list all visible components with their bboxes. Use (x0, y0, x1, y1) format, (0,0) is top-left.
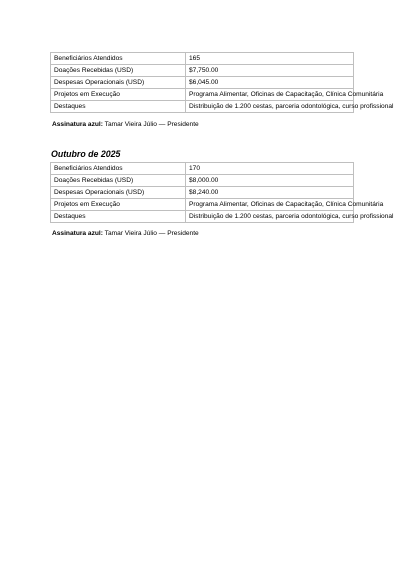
row-label: Despesas Operacionais (USD) (51, 187, 186, 199)
row-value: Programa Alimentar, Oficinas de Capacitação, Clínica Comunitária (186, 89, 354, 101)
month-heading: Outubro de 2025 (51, 149, 121, 159)
row-label: Destaques (51, 101, 186, 113)
signature-label: Assinatura azul: (52, 230, 103, 237)
row-value: $7,750.00 (186, 65, 354, 77)
row-label: Doações Recebidas (USD) (51, 175, 186, 187)
table-row (51, 89, 354, 101)
row-label: Projetos em Execução (51, 89, 186, 101)
row-value: $8,000.00 (186, 175, 354, 187)
table-row (51, 101, 354, 113)
table-row (51, 163, 354, 175)
table-row (51, 211, 354, 223)
table-row (51, 77, 354, 89)
signature-line-2 (52, 230, 199, 238)
row-value: Distribuição de 1.200 cestas, parceria odontológica, curso profissional (186, 211, 354, 223)
table-row (51, 187, 354, 199)
report-table-1 (50, 52, 394, 113)
table-row (51, 175, 354, 187)
table-row (51, 199, 354, 211)
row-label: Despesas Operacionais (USD) (51, 77, 186, 89)
table-row (51, 53, 354, 65)
row-value: Distribuição de 1.200 cestas, parceria odontológica, curso profissional (186, 101, 354, 113)
row-label: Beneficiários Atendidos (51, 163, 186, 175)
signature-label: Assinatura azul: (52, 121, 103, 128)
report-table-2 (50, 162, 394, 223)
row-label: Beneficiários Atendidos (51, 53, 186, 65)
row-value: Programa Alimentar, Oficinas de Capacitação, Clínica Comunitária (186, 199, 354, 211)
row-value: $8,240.00 (186, 187, 354, 199)
row-label: Projetos em Execução (51, 199, 186, 211)
signature-name: Tamar Vieira Júlio — Presidente (102, 121, 199, 128)
row-value: 170 (186, 163, 354, 175)
row-value: 165 (186, 53, 354, 65)
row-label: Doações Recebidas (USD) (51, 65, 186, 77)
signature-line-1 (52, 121, 199, 129)
row-label: Destaques (51, 211, 186, 223)
signature-name: Tamar Vieira Júlio — Presidente (102, 230, 199, 237)
row-value: $6,045.00 (186, 77, 354, 89)
table-row (51, 65, 354, 77)
